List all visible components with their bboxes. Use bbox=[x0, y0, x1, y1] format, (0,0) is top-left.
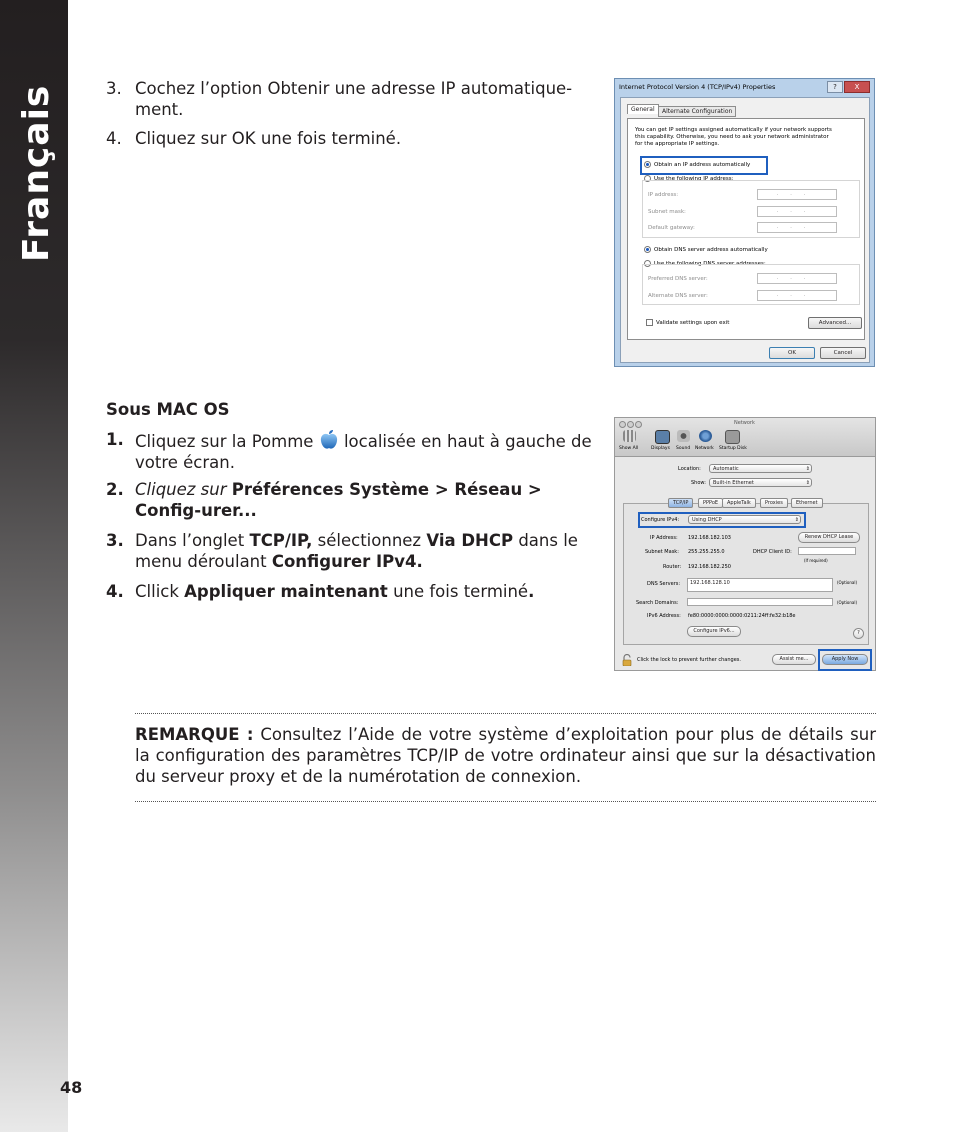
step-text-bold: Configurer IPv4. bbox=[271, 552, 423, 571]
note-text: Consultez l’Aide de votre système d’exploitation pour plus de détails sur la configuration des paramètres TCP/IP de votre ordinateur ainsi que sur la désactivation du serveur proxy et de la numérotation de connexion. bbox=[135, 725, 876, 786]
tab-alternate-configuration[interactable]: Alternate Configuration bbox=[658, 106, 736, 117]
checkbox-icon bbox=[646, 319, 653, 326]
step-text-bold: Via DHCP bbox=[426, 531, 514, 550]
sidebar-title: Français bbox=[16, 84, 57, 262]
step-number: 4. bbox=[106, 129, 122, 148]
section-heading: Sous MAC OS bbox=[106, 400, 230, 419]
close-button[interactable]: X bbox=[844, 81, 870, 93]
highlight-box bbox=[638, 512, 806, 528]
show-label: Show: bbox=[691, 480, 706, 486]
show-all-icon[interactable] bbox=[623, 430, 636, 442]
displays-icon[interactable] bbox=[655, 430, 670, 444]
gateway-label: Default gateway: bbox=[648, 225, 695, 231]
dialog-body bbox=[620, 97, 870, 363]
updown-arrow-icon: ⇕ bbox=[805, 480, 810, 486]
show-popup[interactable] bbox=[709, 478, 812, 487]
search-domains-label: Search Domains: bbox=[636, 600, 679, 606]
dhcp-client-label: DHCP Client ID: bbox=[753, 549, 792, 555]
dns-label: DNS Servers: bbox=[647, 581, 681, 587]
mac-network-dialog bbox=[614, 417, 876, 671]
displays-label: Displays bbox=[651, 446, 670, 451]
mac-title: Network bbox=[734, 420, 755, 426]
step-number: 2. bbox=[106, 480, 124, 499]
apply-now-button[interactable]: Apply Now bbox=[822, 654, 868, 665]
step-number: 4. bbox=[106, 582, 124, 601]
radio-on-icon bbox=[644, 246, 651, 253]
dialog-title: Internet Protocol Version 4 (TCP/IPv4) Properties bbox=[619, 83, 776, 91]
show-value: Built-in Ethernet bbox=[713, 480, 754, 486]
startup-disk-label: Startup Disk bbox=[719, 446, 747, 451]
configure-ipv4-value: Using DHCP bbox=[692, 517, 722, 523]
intro-text: this capability. Otherwise, you need to ask your network administrator bbox=[635, 134, 829, 140]
highlight-box bbox=[640, 156, 768, 175]
step-text-bold: TCP/IP, bbox=[249, 531, 313, 550]
subnet-label: Subnet mask: bbox=[648, 209, 686, 215]
optional-label: (Optional) bbox=[837, 600, 858, 605]
location-value: Automatic bbox=[713, 466, 739, 472]
gateway-field[interactable]: ... bbox=[757, 222, 837, 233]
radio-label: Use the following DNS server addresses: bbox=[654, 261, 766, 267]
lock-icon[interactable] bbox=[622, 651, 632, 663]
if-required-label: (If required) bbox=[804, 558, 828, 563]
step-number: 3. bbox=[106, 79, 122, 98]
dns-value: 192.168.128.10 bbox=[690, 580, 730, 586]
step-text-part: Dans l’onglet bbox=[135, 531, 245, 550]
step-text-part: dans le menu déroulant bbox=[135, 531, 578, 571]
windows-ipv4-dialog bbox=[614, 78, 875, 367]
step-text-part: une fois terminé bbox=[393, 582, 529, 601]
search-domains-field[interactable] bbox=[687, 598, 833, 606]
step-text bbox=[135, 479, 600, 521]
sidebar bbox=[0, 0, 68, 1132]
step-text: Cliquez sur OK une fois terminé. bbox=[135, 129, 402, 148]
close-light-icon[interactable] bbox=[619, 421, 626, 428]
sound-icon[interactable] bbox=[677, 430, 690, 442]
preferred-dns-field[interactable]: ... bbox=[757, 273, 837, 284]
note bbox=[135, 724, 876, 787]
step-text bbox=[135, 581, 600, 602]
preferred-dns-label: Preferred DNS server: bbox=[648, 276, 708, 282]
show-all-label: Show All bbox=[619, 446, 639, 451]
divider bbox=[135, 713, 876, 714]
tab-proxies[interactable]: Proxies bbox=[760, 498, 788, 508]
sound-label: Sound bbox=[676, 446, 691, 451]
intro-text: for the appropriate IP settings. bbox=[635, 141, 720, 147]
lock-text: Click the lock to prevent further changes. bbox=[637, 657, 741, 663]
help-button[interactable]: ? bbox=[827, 81, 843, 93]
step-text-part: localisée en haut à gauche de votre écran. bbox=[135, 432, 592, 472]
radio-label: Use the following IP address: bbox=[654, 176, 734, 182]
ok-button[interactable]: OK bbox=[769, 347, 815, 359]
tab-appletalk[interactable]: AppleTalk bbox=[722, 498, 756, 508]
general-panel bbox=[627, 118, 865, 340]
step-number: 1. bbox=[106, 430, 124, 449]
radio-obtain-dns[interactable] bbox=[644, 246, 768, 253]
intro-text: You can get IP settings assigned automatically if your network supports bbox=[635, 127, 832, 133]
subnet-label: Subnet Mask: bbox=[645, 549, 679, 555]
location-popup[interactable] bbox=[709, 464, 812, 473]
alternate-dns-label: Alternate DNS server: bbox=[648, 293, 708, 299]
validate-checkbox[interactable] bbox=[646, 319, 729, 326]
ipv6-value: fe80:0000:0000:0000:0211:24ff:fe32:b18e bbox=[688, 613, 796, 619]
tcpip-panel bbox=[623, 503, 869, 645]
ip-address-label: IP address: bbox=[648, 192, 679, 198]
mac-toolbar bbox=[615, 418, 875, 457]
network-icon[interactable] bbox=[699, 430, 712, 442]
ipv6-label: IPv6 Address: bbox=[647, 613, 681, 619]
step-text-part: Cllick bbox=[135, 582, 179, 601]
radio-label: Obtain an IP address automatically bbox=[654, 162, 751, 168]
tab-general[interactable]: General bbox=[627, 104, 659, 114]
step-text-bold: Préférences Système > Réseau > Config-urer... bbox=[135, 480, 542, 520]
minimize-light-icon[interactable] bbox=[627, 421, 634, 428]
updown-arrow-icon: ⇕ bbox=[805, 466, 810, 472]
updown-arrow-icon: ⇕ bbox=[794, 517, 799, 523]
network-label: Network bbox=[695, 446, 714, 451]
advanced-button[interactable]: Advanced... bbox=[808, 317, 862, 329]
step-text-part: Cliquez sur bbox=[135, 480, 227, 499]
highlight-box bbox=[818, 649, 872, 671]
step-text bbox=[135, 429, 595, 473]
subnet-field[interactable]: ... bbox=[757, 206, 837, 217]
tab-tcpip[interactable]: TCP/IP bbox=[668, 498, 693, 508]
divider bbox=[135, 801, 876, 802]
step-text-bold: Appliquer maintenant bbox=[184, 582, 388, 601]
step-number: 3. bbox=[106, 531, 124, 550]
ip-address-field[interactable]: ... bbox=[757, 189, 837, 200]
zoom-light-icon[interactable] bbox=[635, 421, 642, 428]
renew-dhcp-button[interactable]: Renew DHCP Lease bbox=[798, 532, 860, 543]
startup-disk-icon[interactable] bbox=[725, 430, 740, 444]
assist-button[interactable]: Assist me... bbox=[772, 654, 816, 665]
router-label: Router: bbox=[663, 564, 682, 570]
step-text-part: sélectionnez bbox=[317, 531, 422, 550]
ip-address-value: 192.168.182.103 bbox=[688, 535, 731, 541]
subnet-value: 255.255.255.0 bbox=[688, 549, 725, 555]
page-number: 48 bbox=[60, 1078, 83, 1097]
radio-label: Obtain DNS server address automatically bbox=[654, 247, 768, 253]
step-text-bold: . bbox=[528, 582, 535, 601]
router-value: 192.168.182.250 bbox=[688, 564, 731, 570]
tab-ethernet[interactable]: Ethernet bbox=[791, 498, 823, 508]
apple-icon bbox=[319, 429, 339, 451]
configure-ipv6-button[interactable]: Configure IPv6... bbox=[687, 626, 741, 637]
configure-ipv4-label: Configure IPv4: bbox=[641, 517, 680, 523]
step-text-part: Cliquez sur la Pomme bbox=[135, 432, 314, 451]
cancel-button[interactable]: Cancel bbox=[820, 347, 866, 359]
dns-field[interactable] bbox=[687, 578, 833, 592]
checkbox-label: Validate settings upon exit bbox=[656, 320, 730, 326]
ip-address-label: IP Address: bbox=[650, 535, 678, 541]
help-button[interactable]: ? bbox=[853, 628, 864, 639]
step-text: Cochez l’option Obtenir une adresse IP automatique-ment. bbox=[135, 79, 573, 119]
optional-label: (Optional) bbox=[837, 580, 858, 585]
tab-pppoe[interactable]: PPPoE bbox=[698, 498, 723, 508]
location-label: Location: bbox=[678, 466, 701, 472]
step-text bbox=[135, 530, 600, 572]
note-label: REMARQUE : bbox=[135, 725, 254, 744]
dhcp-client-field[interactable] bbox=[798, 547, 856, 555]
alternate-dns-field[interactable]: ... bbox=[757, 290, 837, 301]
